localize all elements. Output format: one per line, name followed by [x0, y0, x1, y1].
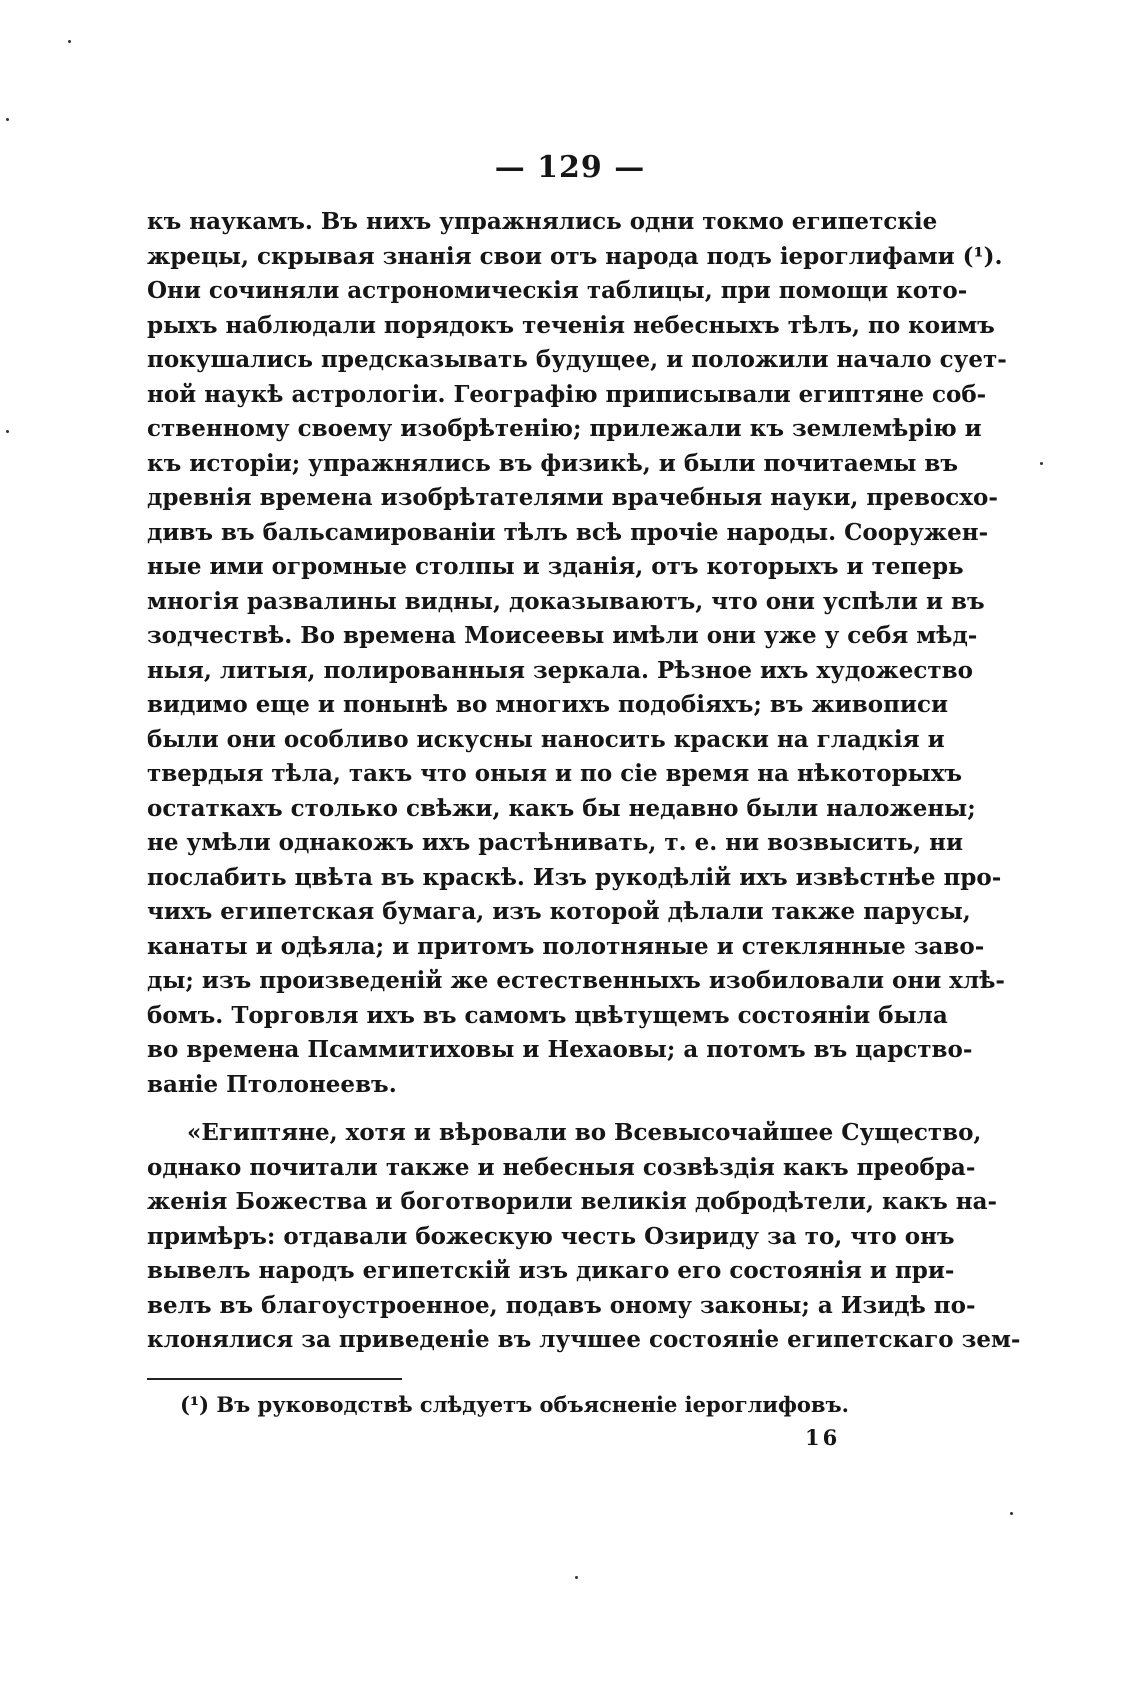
text-line: «Египтяне, хотя и вѣровали во Всевысочайшее Существо, [187, 1119, 982, 1146]
scan-speck [1040, 462, 1043, 465]
paragraph [147, 1116, 1021, 1358]
text-line: древнія времена изобрѣтателями врачебныя науки, превосхо- [147, 484, 998, 511]
text-line: Они сочиняли астрономическія таблицы, при помощи кото- [147, 277, 968, 304]
footnote-divider [147, 1378, 402, 1380]
paragraph [147, 205, 1007, 1102]
text-line: велъ въ благоустроенное, подавъ оному законы; а Изидѣ по- [147, 1291, 976, 1319]
text-line: ваніе Птолонеевъ. [147, 1070, 397, 1098]
text-line: клонялися за приведеніе въ лучшее состояніе египетскаго зем- [147, 1326, 1021, 1353]
text-line: вывелъ народъ египетскій изъ дикаго его состоянія и при- [147, 1257, 955, 1284]
main-text [147, 205, 1021, 1358]
text-line: ды; изъ произведеній же естественныхъ изобиловали они хлѣ- [147, 967, 1005, 994]
text-line: канаты и одѣяла; и притомъ полотняные и стеклянные заво- [147, 932, 985, 960]
text-line: зодчествѣ. Во времена Моисеевы имѣли они уже у себя мѣд- [147, 622, 978, 649]
text-line: остаткахъ столько свѣжи, какъ бы недавно были наложены; [147, 794, 976, 822]
text-line: твердыя тѣла, такъ что оныя и по сіе время на нѣкоторыхъ [147, 760, 963, 787]
text-line: чихъ египетская бумага, изъ которой дѣлали также парусы, [147, 898, 971, 925]
text-line: бомъ. Торговля ихъ въ самомъ цвѣтущемъ состояніи была [147, 1001, 948, 1029]
text-line: ные ими огромные столпы и зданія, отъ которыхъ и теперь [147, 553, 964, 580]
text-line: къ исторіи; упражнялись въ физикѣ, и были почитаемы въ [147, 449, 959, 477]
text-line: покушались предсказывать будущее, и положили начало сует- [147, 346, 1007, 373]
paragraph-break [147, 1102, 919, 1116]
scan-speck [6, 430, 9, 433]
text-line: женія Божества и боготворили великія добродѣтели, какъ на- [147, 1188, 998, 1215]
scan-speck [6, 118, 9, 121]
footnote: (¹) Въ руководствѣ слѣдуетъ объясненіе іероглифовъ. [180, 1392, 849, 1417]
text-line: ныя, литыя, полированныя зеркала. Рѣзное ихъ художество [147, 656, 973, 684]
text-line: ной наукѣ астрологіи. Географію приписывали египтяне соб- [147, 380, 987, 408]
text-line: однако почитали также и небесныя созвѣздія какъ преобра- [147, 1153, 976, 1181]
page-number: — 129 — [494, 150, 646, 185]
text-line: не умѣли однакожъ ихъ растѣнивать, т. е. ни возвысить, ни [147, 829, 964, 856]
text-line: примѣръ: отдавали божескую честь Озириду за то, что онъ [147, 1222, 955, 1250]
text-line: послабить цвѣта въ краскѣ. Изъ рукодѣлій ихъ извѣстнѣе про- [147, 863, 1002, 891]
text-line: жрецы, скрывая знанія свои отъ народа подъ іероглифами (¹). [147, 242, 1003, 270]
text-line: многія развалины видны, доказываютъ, что они успѣли и въ [147, 587, 985, 615]
text-line: ственному своему изобрѣтенію; прилежали къ землемѣрію и [147, 415, 982, 442]
scan-speck [1010, 1512, 1013, 1515]
scan-speck [575, 1576, 578, 1579]
text-line: были они особливо искусны наносить краски на гладкія и [147, 725, 945, 753]
text-line: къ наукамъ. Въ нихъ упражнялись одни токмо египетскіе [147, 208, 938, 235]
text-line: дивъ въ бальсамированіи тѣлъ всѣ прочіе народы. Сооружен- [147, 518, 989, 546]
signature-mark: 16 [805, 1425, 841, 1450]
text-line: видимо еще и понынѣ во многихъ подобіяхъ; въ живописи [147, 691, 949, 718]
text-line: во времена Псаммитиховы и Нехаовы; а потомъ въ царство- [147, 1036, 973, 1063]
scan-speck [68, 40, 71, 43]
text-line: рыхъ наблюдали порядокъ теченія небесныхъ тѣлъ, по коимъ [147, 311, 995, 339]
